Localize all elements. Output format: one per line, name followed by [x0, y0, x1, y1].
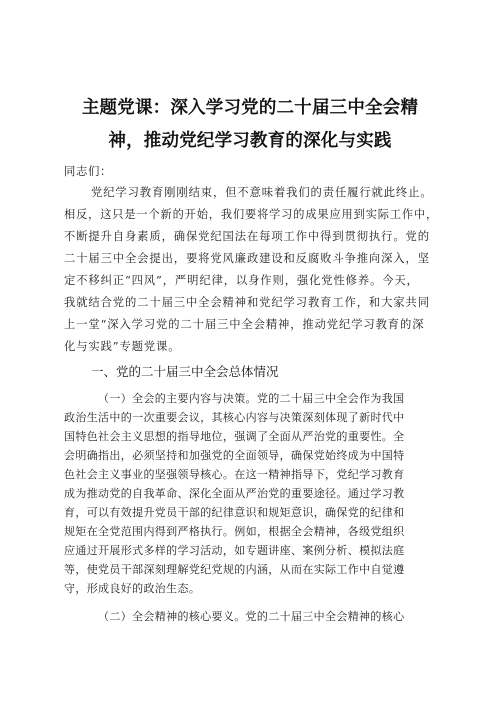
paragraph-line: 色社会主义事业的坚强领导核心。在这一精神指导下，党纪学习教育: [64, 468, 405, 481]
paragraph-line: 守，形成良好的政治生态。: [64, 582, 201, 595]
paragraph-line: 等，使党员干部深刻理解党纪党规的内涵，从而在实际工作中自觉遵: [64, 563, 405, 576]
paragraph-line: 规矩在全党范围内得到严格执行。例如，根据全会精神，各级党组织: [64, 525, 405, 538]
document-title-line-2: 神，推动党纪学习教育的深化与实践: [108, 131, 392, 151]
salutation: 同志们：: [64, 164, 112, 178]
intro-line: 我就结合党的二十届三中全会精神和党纪学习教育工作，和大家共同: [64, 296, 430, 309]
intro-line: 二十届三中全会提出，要将党风廉政建设和反腐败斗争推向深入，坚: [64, 252, 430, 265]
document-title-line-1: 主题党课：深入学习党的二十届三中全会精: [81, 98, 419, 118]
paragraph-line: 成为推动党的自我革命、深化全面从严治党的重要途径。通过学习教: [64, 487, 405, 500]
paragraph-line: 政治生活中的一次重要会议，其核心内容与决策深刻体现了新时代中: [64, 411, 405, 424]
intro-line: 上一堂“深入学习党的二十届三中全会精神，推动党纪学习教育的深: [64, 318, 425, 331]
intro-line: 化与实践”专题党课。: [64, 340, 181, 353]
paragraph-line: （二）全会精神的核心要义。党的二十届三中全会精神的核心: [98, 610, 405, 623]
section-heading: 一、党的二十届三中全会总体情况: [91, 364, 279, 379]
intro-line: 不断提升自身素质，确保党纪国法在每项工作中得到贯彻执行。党的: [64, 230, 430, 243]
paragraph-line: 育，可以有效提升党员干部的纪律意识和规矩意识，确保党的纪律和: [64, 506, 405, 519]
paragraph-line: 会明确指出，必须坚持和加强党的全面领导，确保党始终成为中国特: [64, 449, 405, 462]
paragraph-line: （一）全会的主要内容与决策。党的二十届三中全会作为我国: [98, 392, 405, 405]
paragraph-line: 应通过开展形式多样的学习活动，如专题讲座、案例分析、模拟法庭: [64, 544, 405, 557]
intro-line: 定不移纠正“四风”，严明纪律，以身作则，强化党性修养。今天，: [64, 274, 419, 287]
intro-line: 相反，这只是一个新的开始，我们要将学习的成果应用到实际工作中，: [64, 208, 439, 221]
paragraph-line: 国特色社会主义思想的指导地位，强调了全面从严治党的重要性。全: [64, 430, 405, 443]
intro-line: 党纪学习教育刚刚结束，但不意味着我们的责任履行就此终止。: [91, 186, 433, 199]
